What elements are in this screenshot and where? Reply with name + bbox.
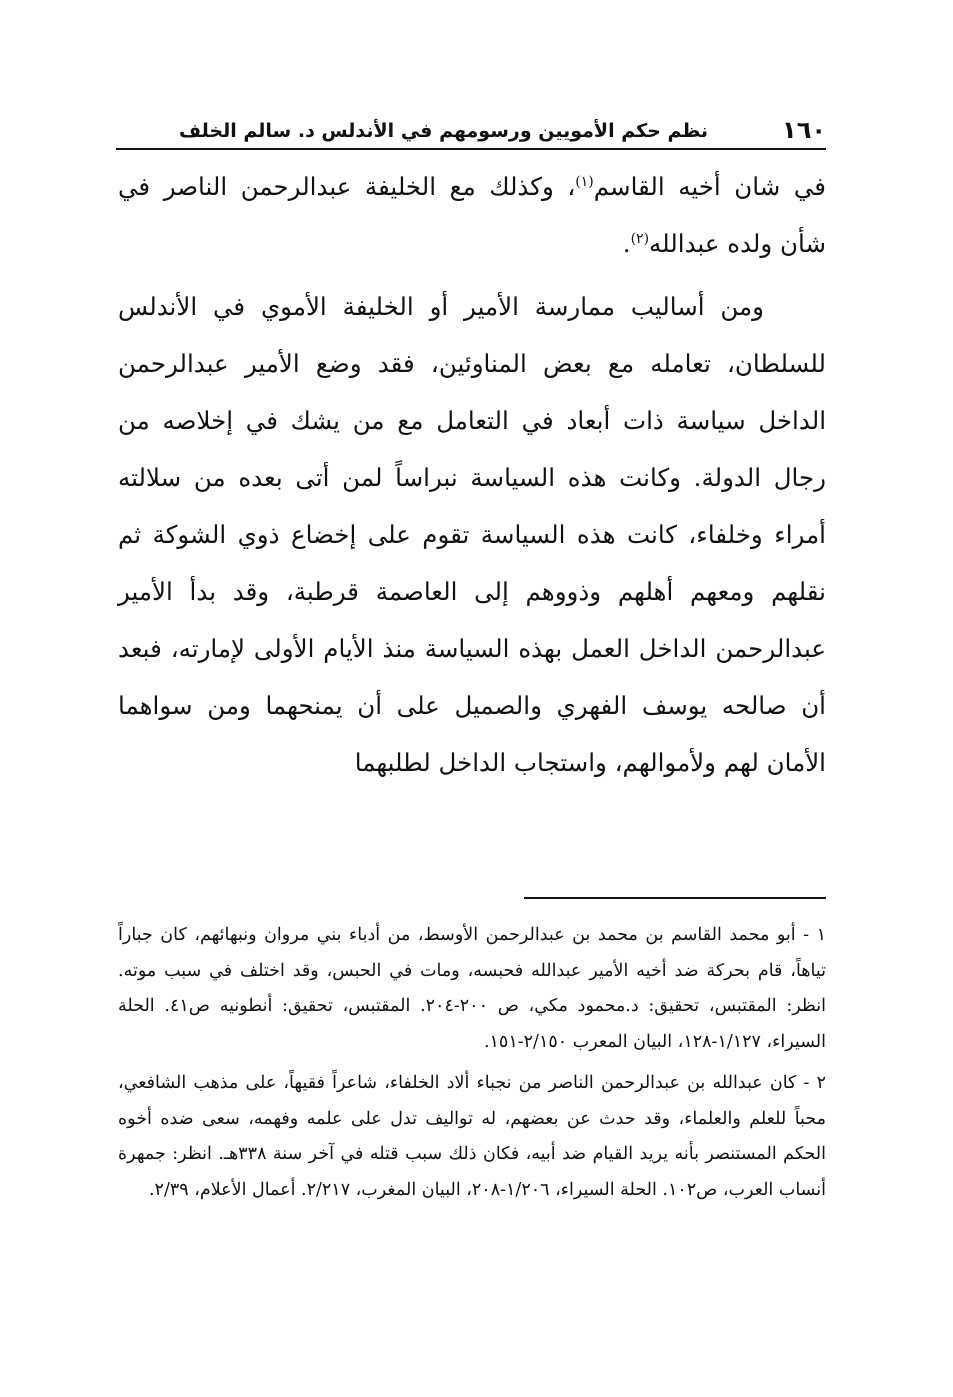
page-number: ١٦٠ xyxy=(782,116,826,144)
header-rule xyxy=(116,148,826,150)
body-paragraph-1 xyxy=(118,158,826,272)
footnote-ref-1: (١) xyxy=(575,173,594,190)
main-text xyxy=(118,158,826,791)
running-header xyxy=(118,116,826,150)
paragraph-1-text-a: في شان أخيه القاسم xyxy=(593,172,826,201)
footnote-2: ٢ - كان عبدالله بن عبدالرحمن الناصر من نجباء ألاد الخلفاء، شاعراً فقيهاً، على مذهب الشافعي، محباً للعلم والعلماء، وقد حدث عن بعضهم، له تواليف تدل على علمه وفهمه، سعى ضده أخوه الحكم المستنصر بأنه يريد القيام ضد أبيه، فكان ذلك سبب قتله في آخر سنة ٣٣٨هـ. انظر: جمهرة أنساب العرب، ص١٠٢. الحلة السيراء، ١/٢٠٦-٢٠٨، البيان المغرب، ٢/٢١٧. أعمال الأعلام، ٢/٣٩. xyxy=(118,1073,826,1200)
running-title: نظم حكم الأمويين ورسومهم في الأندلس د. سالم الخلف xyxy=(179,120,708,142)
footnotes xyxy=(118,918,826,1214)
paragraph-1-text-b: ، وكذلك مع الخليفة عبدالرحمن الناصر في شأن ولده عبدالله xyxy=(118,172,826,258)
footnote-1: ١ - أبو محمد القاسم بن محمد بن عبدالرحمن الأوسط، من أدباء بني مروان ونبهائهم، كان جباراً تياهاً، قام بحركة ضد أخيه الأمير عبدالله فحبسه، ومات في الحبس، وقد اختلف في سبب موته. انظر: المقتبس، تحقيق: د.محمود مكي، ص ٢٠٠-٢٠٤. المقتبس، تحقيق: أنطونيه ص٤١. الحلة السيراء، ١/١٢٧-١٢٨، البيان المعرب ٢/١٥٠-١٥١. xyxy=(118,925,826,1052)
footnote-ref-2: (٢) xyxy=(630,230,650,247)
footnote-separator xyxy=(524,897,826,899)
body-paragraph-2: ومن أساليب ممارسة الأمير أو الخليفة الأموي في الأندلس للسلطان، تعامله مع بعض المناوئين، فقد وضع الأمير عبدالرحمن الداخل سياسة ذات أبعاد في التعامل مع من يشك في إخلاصه من رجال الدولة. وكانت هذه السياسة نبراساً لمن أتى بعده من سلالته أمراء وخلفاء، كانت هذه السياسة تقوم على إخضاع ذوي الشوكة ثم نقلهم ومعهم أهلهم وذووهم إلى العاصمة قرطبة، وقد بدأ الأمير عبدالرحمن الداخل العمل بهذه السياسة منذ الأيام الأولى لإمارته، فبعد أن صالحه يوسف الفهري والصميل على أن يمنحهما ومن سواهما الأمان لهم ولأموالهم، واستجاب الداخل لطلبهما xyxy=(118,292,826,777)
paragraph-1-text-c: . xyxy=(622,229,631,258)
